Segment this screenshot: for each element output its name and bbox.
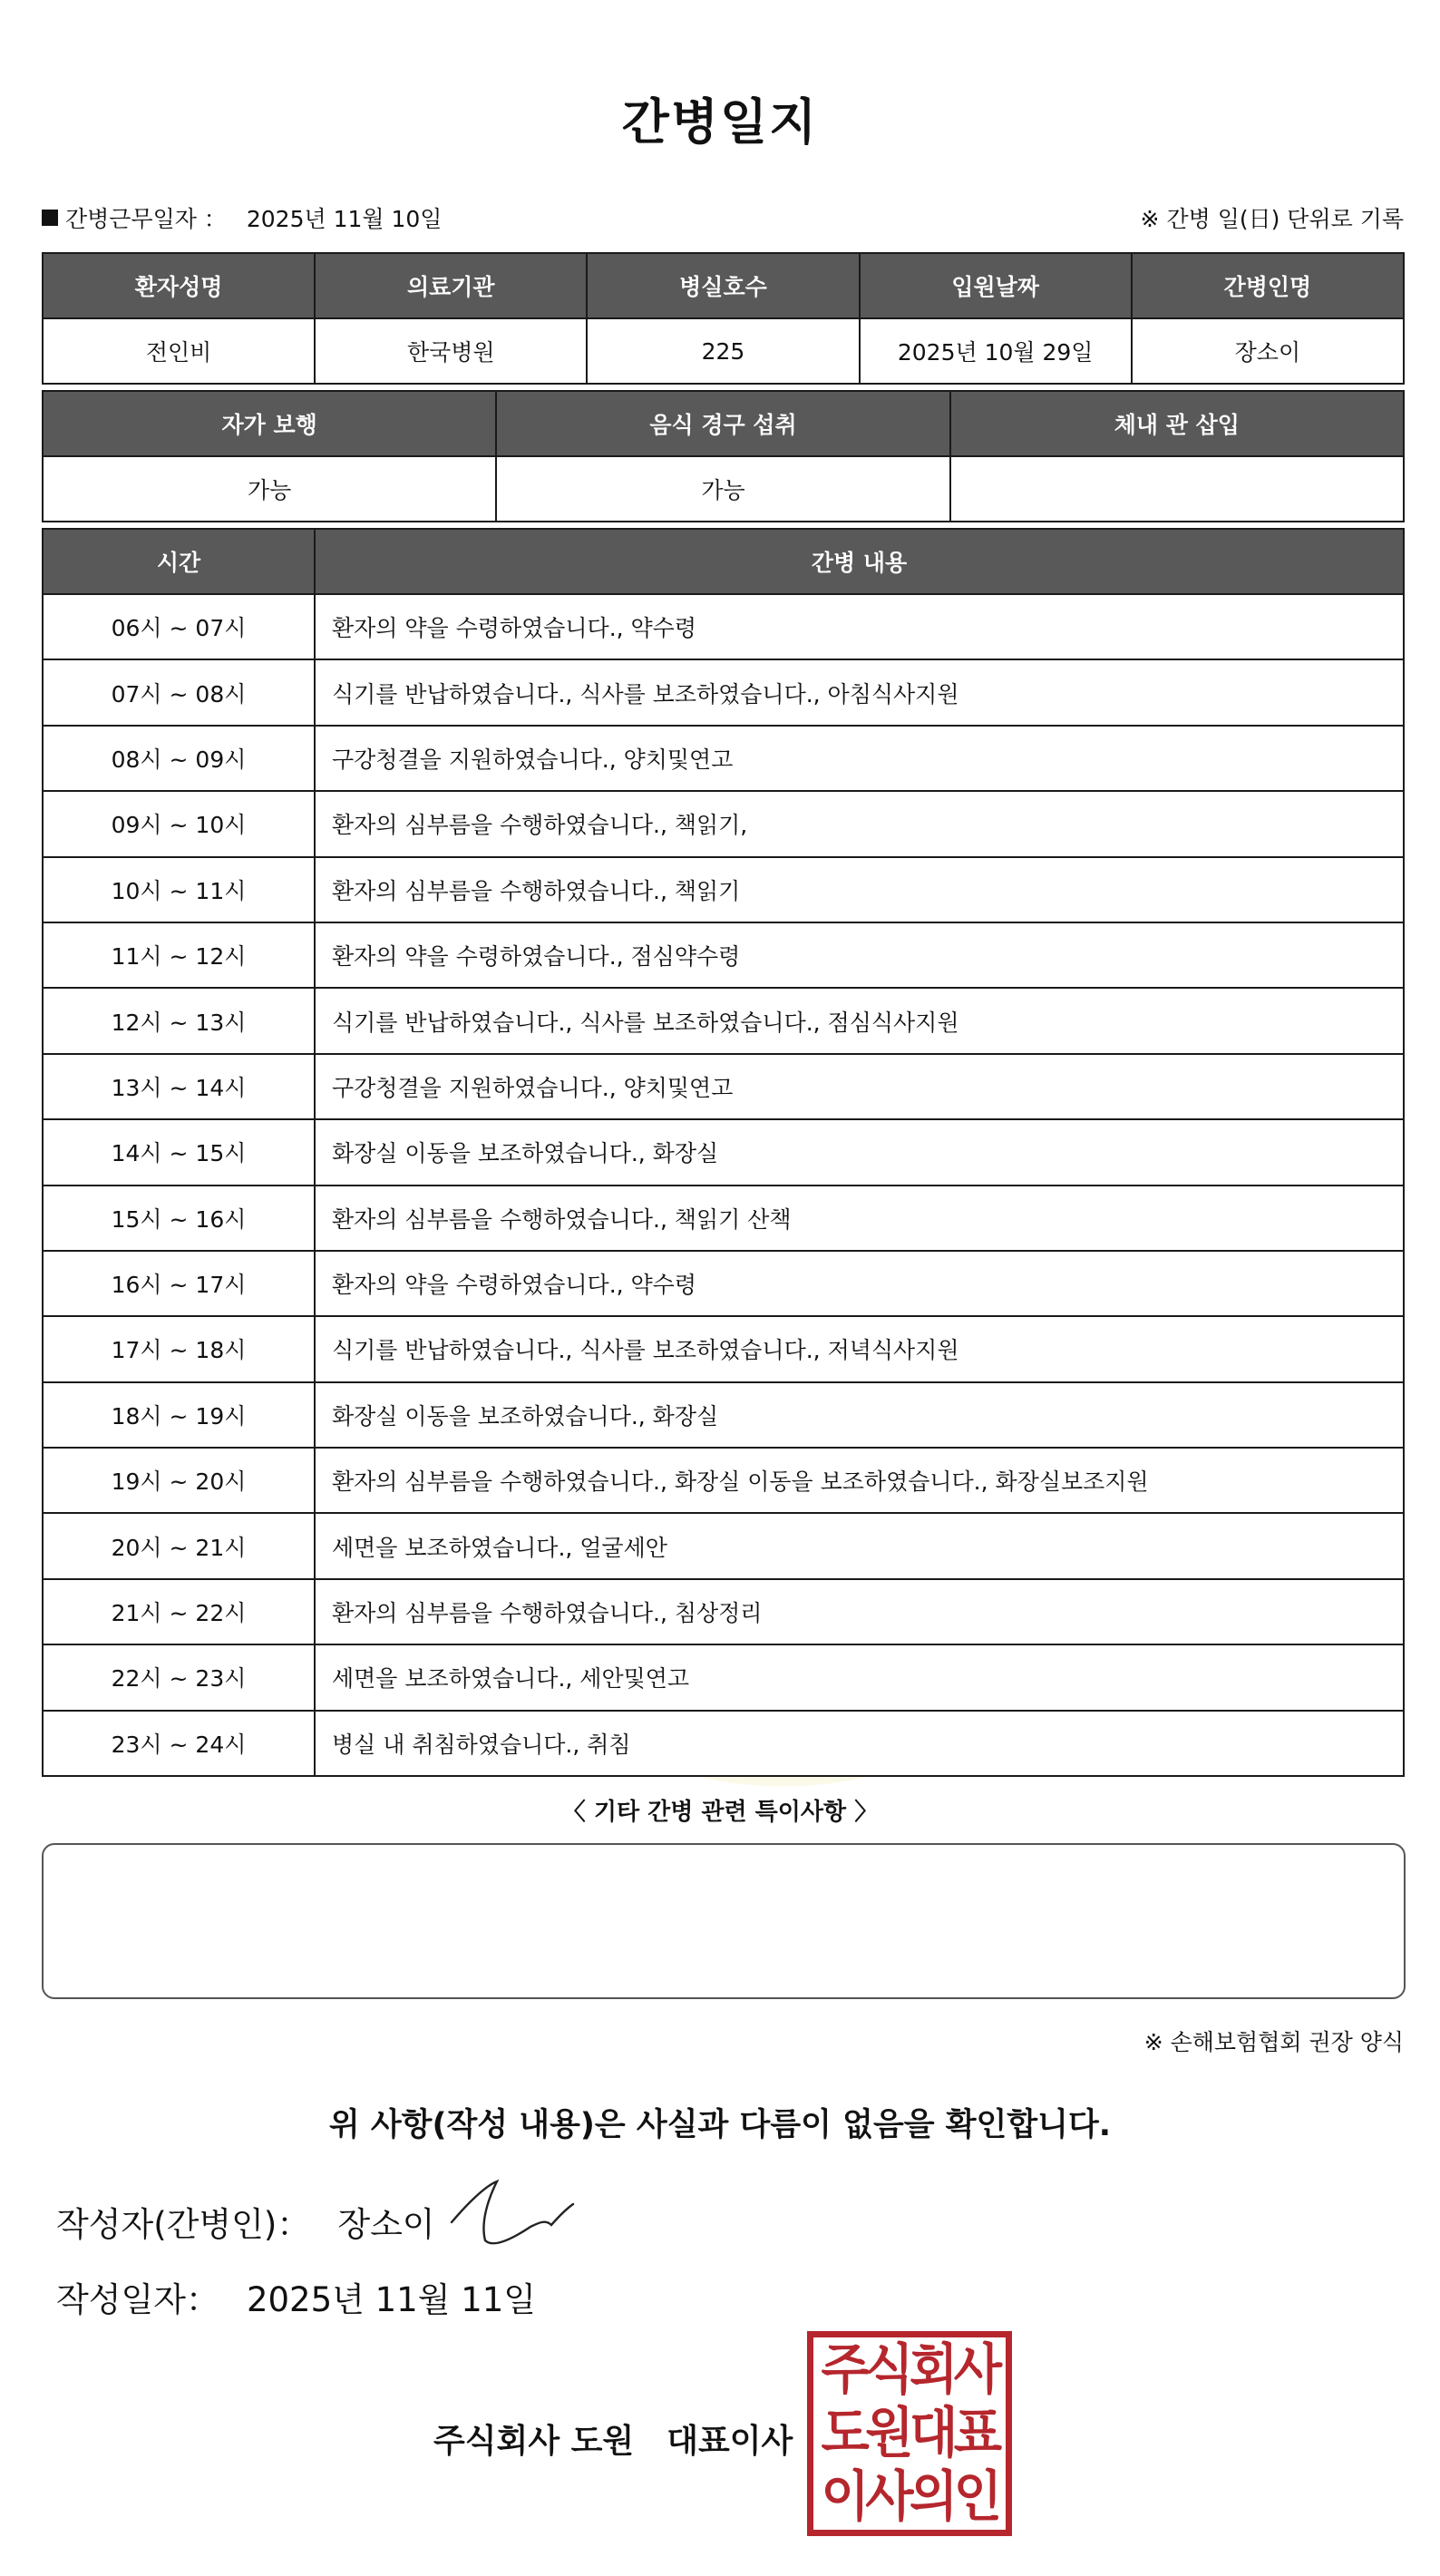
written-date-row [56,2272,536,2321]
notes-heading: 〈 기타 간병 관련 특이사항 〉 [561,1799,879,1826]
care-log-time: 14시 ~ 15시 [43,1119,315,1185]
care-log-time: 16시 ~ 17시 [43,1251,315,1316]
header-patient-name: 환자성명 [43,253,315,318]
square-bullet-icon [42,210,58,226]
care-log-row [43,791,1404,856]
company-line [433,2415,793,2462]
care-log-content: 환자의 심부름을 수행하였습니다., 화장실 이동을 보조하였습니다., 화장실보조지원 [315,1448,1404,1513]
care-log-content: 환자의 약을 수령하였습니다., 약수령 [315,594,1404,659]
care-log-row [43,1054,1404,1119]
confirmation-statement: 위 사항(작성 내용)은 사실과 다름이 없음을 확인합니다. [328,2107,1112,2143]
care-log-content: 환자의 심부름을 수행하였습니다., 책읽기, [315,791,1404,856]
company-seal [807,2331,1012,2536]
written-date-value: 2025년 11월 11일 [246,2280,537,2319]
care-log-row [43,1579,1404,1644]
care-log-content: 환자의 약을 수령하였습니다., 약수령 [315,1251,1404,1316]
care-log-content: 환자의 심부름을 수행하였습니다., 책읽기 산책 [315,1186,1404,1251]
patient-status-value-row [43,456,1404,522]
company-name: 주식회사 도원 [433,2423,635,2460]
patient-info-header-row [43,253,1404,318]
care-log-time: 09시 ~ 10시 [43,791,315,856]
seal-line: 도원대표 [821,2402,998,2465]
care-log-row [43,988,1404,1053]
care-log-content: 병실 내 취침하였습니다., 취침 [315,1711,1404,1776]
care-log-time: 20시 ~ 21시 [43,1513,315,1578]
care-log-time: 21시 ~ 22시 [43,1579,315,1644]
header-oral-intake: 음식 경구 섭취 [496,391,949,456]
care-log-time: 10시 ~ 11시 [43,857,315,922]
care-log-time: 19시 ~ 20시 [43,1448,315,1513]
care-log-row [43,857,1404,922]
care-log-content: 환자의 약을 수령하였습니다., 점심약수령 [315,922,1404,988]
written-date-label: 작성일자： [56,2280,219,2319]
care-log-content: 세면을 보조하였습니다., 얼굴세안 [315,1513,1404,1578]
care-log-row [43,1251,1404,1316]
care-date-label: 간병근무일자 ： [65,206,227,232]
care-log-row [43,1448,1404,1513]
caregiver-name: 장소이 [1132,318,1404,384]
notes-box [42,1843,1406,1999]
seal-line: 이사의인 [821,2465,998,2529]
room-number: 225 [587,318,859,384]
care-log-time: 11시 ~ 12시 [43,922,315,988]
care-log-body [43,594,1404,1776]
care-log-time: 06시 ~ 07시 [43,594,315,659]
care-log-content: 화장실 이동을 보조하였습니다., 화장실 [315,1119,1404,1185]
header-care-content: 간병 내용 [315,529,1404,594]
care-date-value: 2025년 11월 10일 [246,206,443,232]
care-log-row [43,922,1404,988]
care-log-time: 18시 ~ 19시 [43,1382,315,1448]
header-tube-insertion: 체내 관 삽입 [950,391,1404,456]
header-time: 시간 [43,529,315,594]
record-unit-note: ※ 간병 일(日) 단위로 기록 [1140,206,1404,232]
care-log-content: 환자의 심부름을 수행하였습니다., 책읽기 [315,857,1404,922]
care-log-content: 식기를 반납하였습니다., 식사를 보조하였습니다., 점심식사지원 [315,988,1404,1053]
writer-row [56,2197,435,2246]
representative-title: 대표이사 [666,2423,793,2460]
care-log-content: 식기를 반납하였습니다., 식사를 보조하였습니다., 아침식사지원 [315,659,1404,725]
care-log-time: 07시 ~ 08시 [43,659,315,725]
care-log-time: 12시 ~ 13시 [43,988,315,1053]
care-log-row [43,1513,1404,1578]
care-log-row [43,1316,1404,1381]
page-title: 간병일지 [621,93,819,151]
care-log-content: 화장실 이동을 보조하였습니다., 화장실 [315,1382,1404,1448]
writer-name: 장소이 [337,2205,435,2244]
care-log-row [43,594,1404,659]
patient-status-table [42,390,1405,522]
care-log-content: 구강청결을 지원하였습니다., 양치및연고 [315,726,1404,791]
meta-row [42,201,1404,238]
header-self-walking: 자가 보행 [43,391,496,456]
care-log-row [43,1119,1404,1185]
care-log-time: 15시 ~ 16시 [43,1186,315,1251]
tube-insertion [950,456,1404,522]
care-log-time: 22시 ~ 23시 [43,1644,315,1710]
care-log-time: 08시 ~ 09시 [43,726,315,791]
header-caregiver-name: 간병인명 [1132,253,1404,318]
care-log-content: 구강청결을 지원하였습니다., 양치및연고 [315,1054,1404,1119]
care-log-time: 17시 ~ 18시 [43,1316,315,1381]
patient-status-header-row [43,391,1404,456]
care-log-content: 환자의 심부름을 수행하였습니다., 침상정리 [315,1579,1404,1644]
recommended-form-note: ※ 손해보험협회 권장 양식 [1143,2029,1404,2055]
care-log-row [43,1186,1404,1251]
care-log-row [43,1644,1404,1710]
care-log-content: 식기를 반납하였습니다., 식사를 보조하였습니다., 저녁식사지원 [315,1316,1404,1381]
care-log-row [43,1711,1404,1776]
header-institution: 의료기관 [315,253,587,318]
care-log-content: 세면을 보조하였습니다., 세안및연고 [315,1644,1404,1710]
care-log-row [43,726,1404,791]
self-walking: 가능 [43,456,496,522]
patient-info-table [42,252,1405,385]
header-room-number: 병실호수 [587,253,859,318]
care-log-header-row [43,529,1404,594]
care-log-row [43,659,1404,725]
care-date [42,201,442,234]
institution: 한국병원 [315,318,587,384]
oral-intake: 가능 [496,456,949,522]
care-log-time: 23시 ~ 24시 [43,1711,315,1776]
header-admission-date: 입원날짜 [860,253,1132,318]
handwritten-signature [444,2172,580,2254]
care-log-table [42,528,1405,1777]
writer-label: 작성자(간병인)： [56,2205,311,2244]
patient-name: 전인비 [43,318,315,384]
seal-line: 주식회사 [821,2338,998,2402]
patient-info-value-row [43,318,1404,384]
admission-date: 2025년 10월 29일 [860,318,1132,384]
care-log-time: 13시 ~ 14시 [43,1054,315,1119]
care-log-row [43,1382,1404,1448]
